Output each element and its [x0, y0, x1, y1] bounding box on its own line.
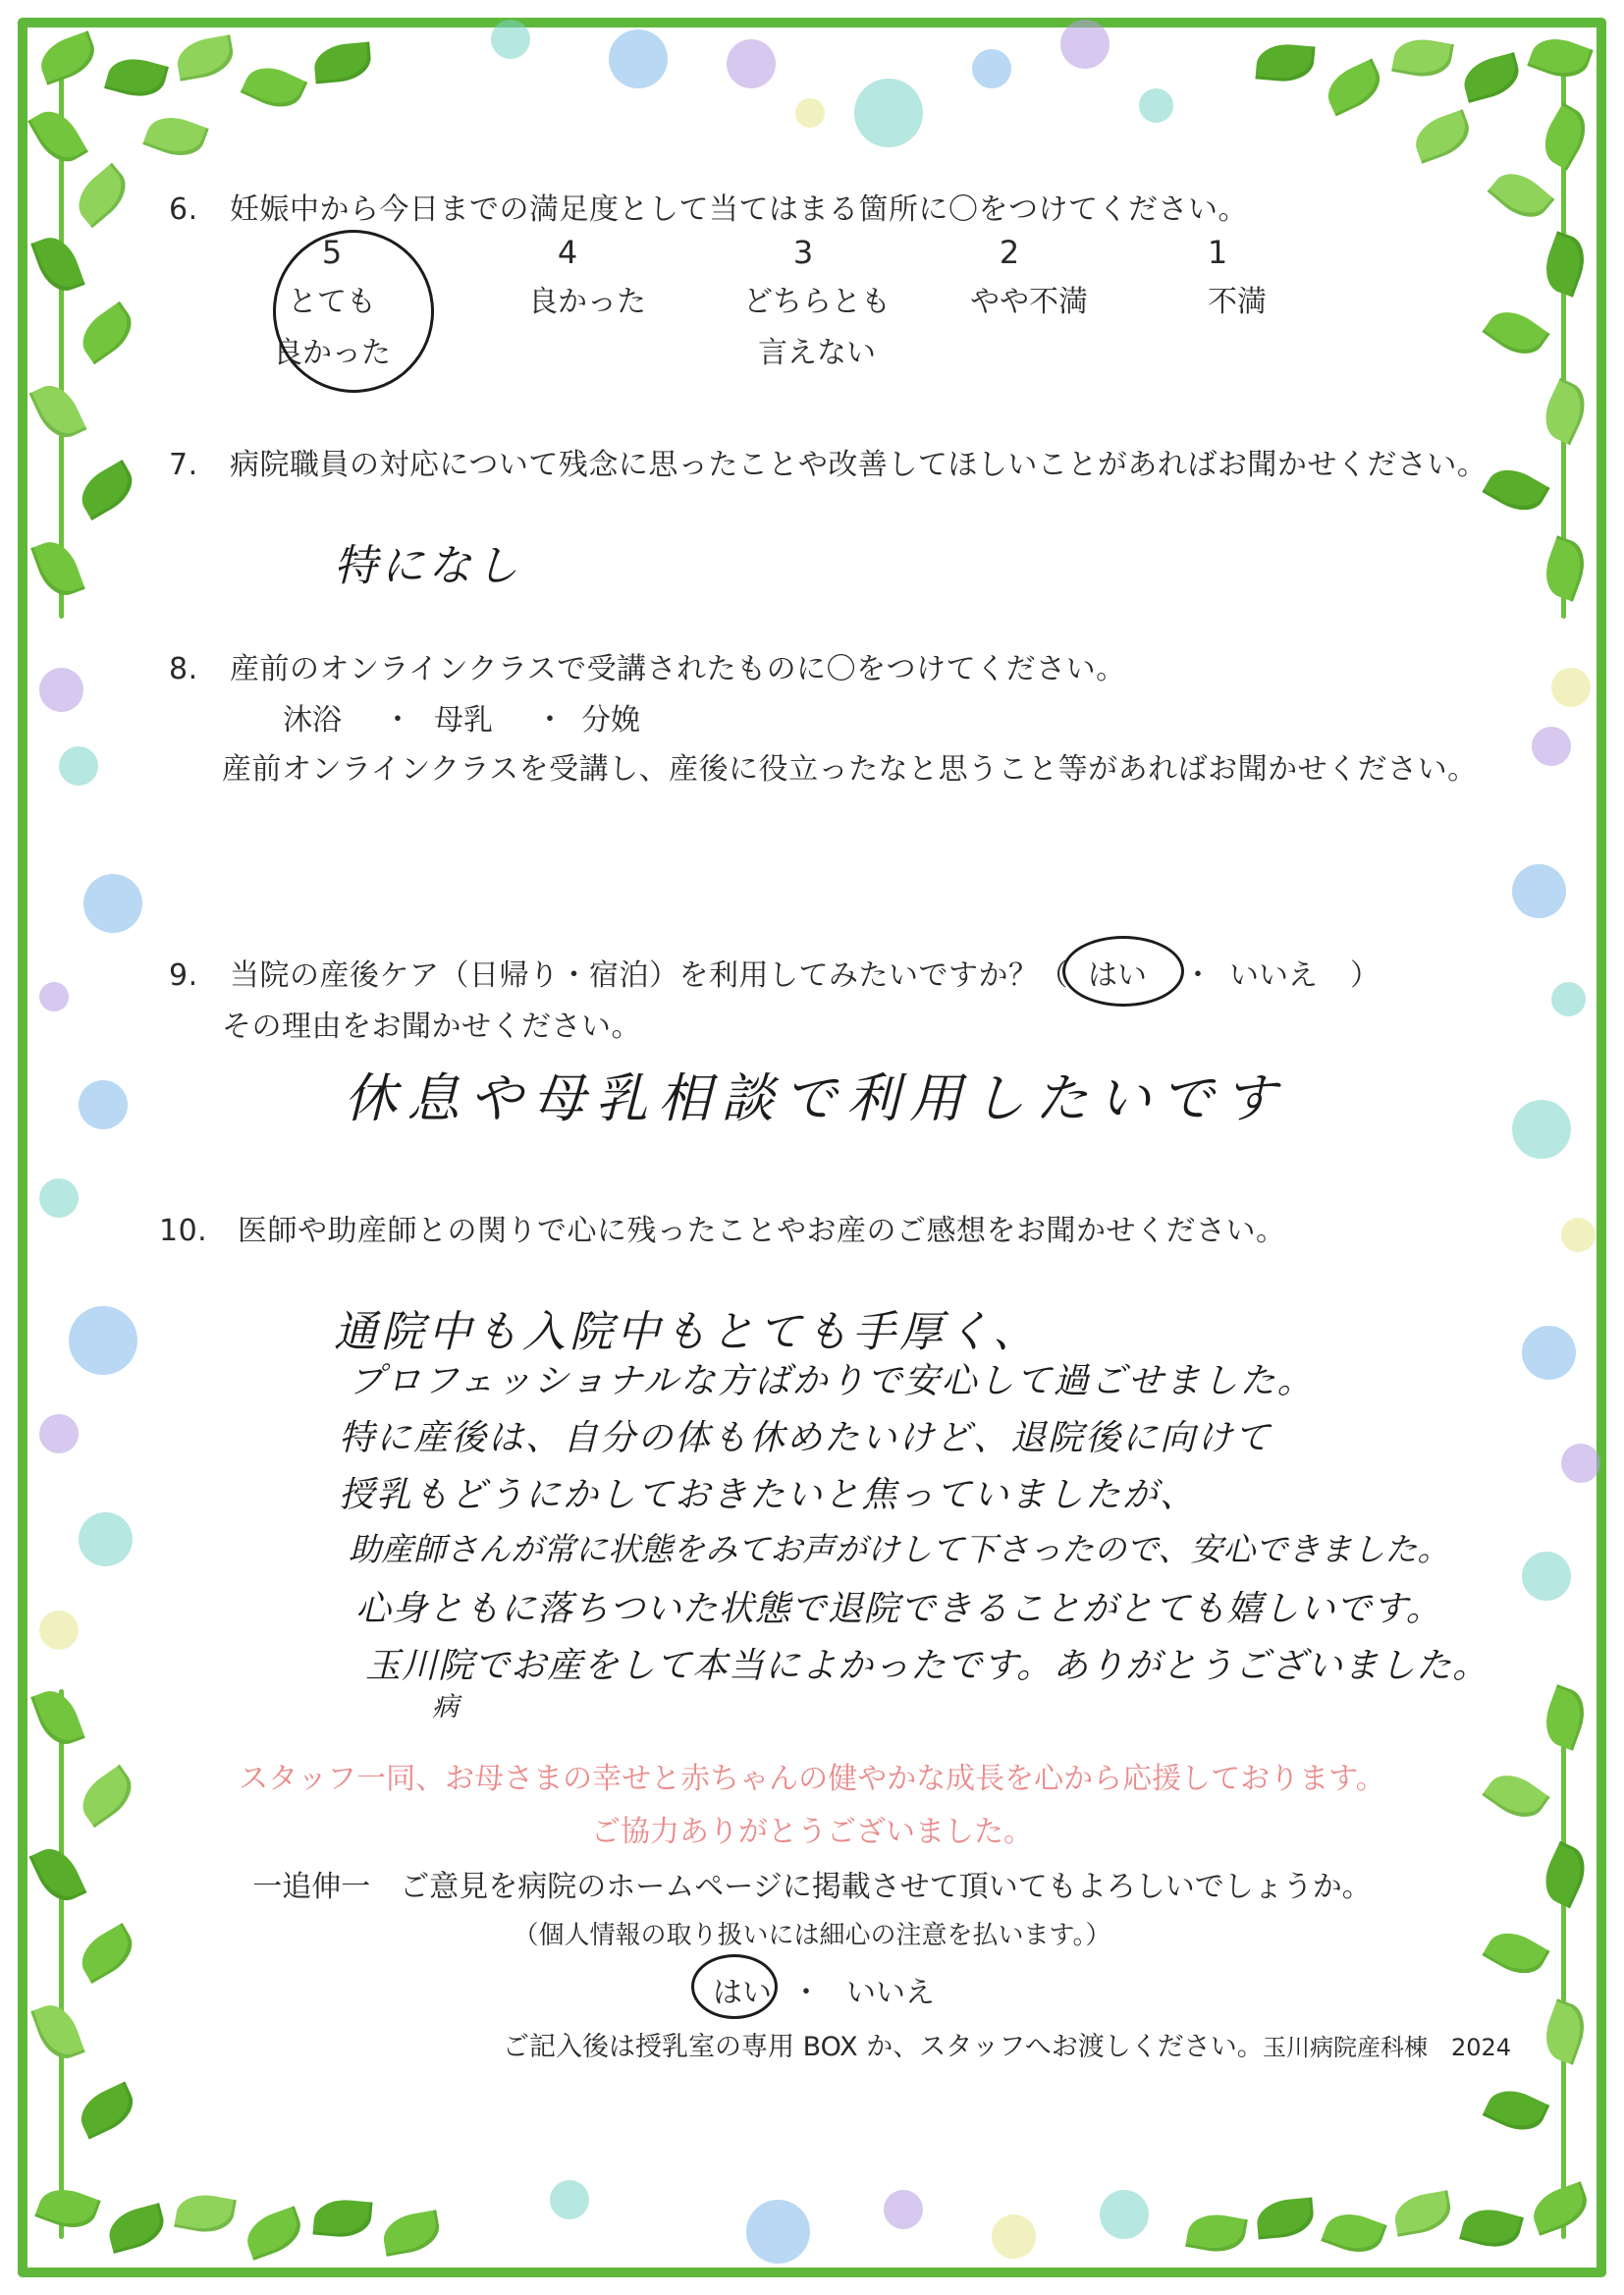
- answer-separator: ・: [1183, 958, 1213, 993]
- selected-answer-circle: [691, 1954, 778, 2019]
- answer-line: 玉川院でお産をして本当によかったです。ありがとうございました。: [365, 1646, 1489, 1686]
- option-delivery[interactable]: 分娩: [581, 703, 640, 738]
- answer-9-yes[interactable]: はい: [1088, 958, 1147, 993]
- question-text: 産前のオンラインクラスで受講されたものに〇をつけてください。: [230, 652, 1126, 686]
- answer-line: 助産師さんが常に状態をみてお声がけして下さったので、安心できました。: [349, 1530, 1450, 1568]
- question-9-subtext: その理由をお聞かせください。: [222, 1010, 641, 1044]
- selected-answer-circle: [1062, 936, 1184, 1007]
- question-number: 10.: [159, 1214, 208, 1248]
- answer-9-no[interactable]: いいえ: [1229, 958, 1318, 993]
- answer-9-handwritten[interactable]: 休息や母乳相談で利用したいです: [344, 1067, 1286, 1129]
- closing-message: スタッフ一同、お母さまの幸せと赤ちゃんの健やかな成長を心から応援しております。: [239, 1762, 1385, 1796]
- scale-1-number: 1: [1207, 234, 1228, 271]
- scale-4-label[interactable]: 良かった: [528, 285, 646, 319]
- question-number: 7.: [169, 448, 198, 482]
- option-breastfeeding[interactable]: 母乳: [434, 703, 493, 738]
- scale-1-label[interactable]: 不満: [1208, 285, 1267, 319]
- answer-7-handwritten[interactable]: 特になし: [334, 541, 522, 591]
- close-paren: ）: [1350, 958, 1380, 993]
- option-bathing[interactable]: 沐浴: [283, 703, 342, 738]
- answer-line: プロフェッショナルな方ばかりで安心して過ごせました。: [349, 1361, 1315, 1401]
- hospital-name: 玉川病院産科棟 2024: [1263, 2034, 1512, 2061]
- scale-3-number: 3: [792, 234, 814, 271]
- answer-line: 授乳もどうにかしておきたいと焦っていましたが、: [339, 1475, 1198, 1515]
- privacy-note: （個人情報の取り扱いには細心の注意を払います。）: [513, 1921, 1111, 1950]
- scale-2-label[interactable]: やや不満: [970, 285, 1088, 319]
- scale-3-label[interactable]: どちらとも 言えない: [743, 285, 891, 370]
- question-8: [169, 644, 1126, 687]
- question-number: 8.: [169, 652, 198, 686]
- postscript-separator: ・: [791, 1976, 821, 2010]
- scale-2-number: 2: [999, 234, 1020, 271]
- option-separator: ・: [535, 703, 565, 738]
- question-10: [159, 1206, 1286, 1249]
- question-7: [169, 440, 1487, 483]
- question-number: 9.: [169, 958, 198, 993]
- answer-line: 通院中も入院中もとても手厚く、: [334, 1307, 1041, 1357]
- closing-thanks: ご協力ありがとうございました。: [591, 1815, 1033, 1849]
- question-text: 医師や助産師との関りで心に残ったことやお産のご感想をお聞かせください。: [238, 1214, 1286, 1248]
- footer-instruction: ご記入後は授乳室の専用 BOX か、スタッフへお渡しください。: [503, 2032, 1264, 2062]
- answer-correction: 病: [432, 1692, 460, 1722]
- postscript-yes[interactable]: はい: [713, 1976, 772, 2010]
- postscript-question: 一追伸一 ご意見を病院のホームページに掲載させて頂いてもよろしいでしょうか。: [252, 1870, 1372, 1904]
- question-9: [169, 951, 1068, 994]
- postscript-no[interactable]: いいえ: [846, 1976, 935, 2010]
- question-number: 6.: [169, 192, 198, 227]
- scale-5-number: 5: [321, 234, 343, 271]
- question-8-subtext: 産前オンラインクラスを受講し、産後に役立ったなと思うこと等があればお聞かせください。: [222, 752, 1478, 787]
- option-separator: ・: [383, 703, 412, 738]
- scale-4-number: 4: [557, 234, 578, 271]
- question-6: [169, 185, 1248, 228]
- answer-line: 心身ともに落ちついた状態で退院できることがとても嬉しいです。: [355, 1589, 1442, 1629]
- question-text: 病院職員の対応について残念に思ったことや改善してほしいことがあればお聞かせください。: [230, 448, 1488, 482]
- question-text: 妊娠中から今日までの満足度として当てはまる箇所に〇をつけてください。: [230, 192, 1248, 227]
- answer-line: 特に産後は、自分の体も休めたいけど、退院後に向けて: [339, 1418, 1272, 1458]
- scale-5-label[interactable]: とても 良かった: [273, 285, 391, 370]
- question-text: 当院の産後ケア（日帰り・宿泊）を利用してみたいですか？（: [230, 958, 1068, 993]
